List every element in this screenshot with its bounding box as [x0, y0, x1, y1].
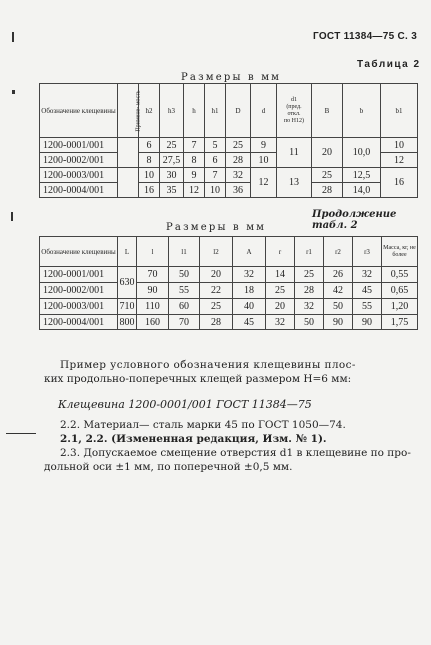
col-header: L [118, 237, 137, 267]
cell: 90 [324, 315, 353, 330]
cell: 28 [295, 283, 324, 299]
cell: 1200-0003/001 [40, 299, 118, 315]
paragraph-2-3-line-1: 2.3. Допускаемое смещение отверстия d1 в клещевине по про- [60, 447, 411, 459]
cell: 25 [160, 138, 184, 153]
cell: 32 [226, 168, 251, 183]
table-2-caption: Размеры в мм [181, 72, 282, 83]
cell [118, 138, 139, 168]
cell: 50 [295, 315, 324, 330]
cell: 35 [160, 183, 184, 198]
cell: 25 [295, 267, 324, 283]
cell: 25 [312, 168, 343, 183]
col-header: h2 [139, 84, 160, 138]
cell: 0,65 [382, 283, 418, 299]
margin-mark [12, 90, 15, 94]
paragraph-2-1-2-2: 2.1, 2.2. (Измененная редакция, Изм. № 1). [60, 433, 327, 445]
cell: 12 [184, 183, 205, 198]
cell: 70 [169, 315, 200, 330]
designation-example: Клещевина 1200-0001/001 ГОСТ 11384—75 [58, 398, 312, 411]
cell: 27,5 [160, 153, 184, 168]
cell: 10,0 [343, 138, 381, 168]
cell: 10 [251, 153, 277, 168]
cell: 10 [205, 183, 226, 198]
table-row [40, 168, 418, 183]
cell: 42 [324, 283, 353, 299]
cell: 12 [381, 153, 418, 168]
col-header: Обозначение клещевины [40, 84, 118, 138]
cell: 6 [139, 138, 160, 153]
table-row [40, 267, 418, 283]
cell: 5 [205, 138, 226, 153]
col-header: r3 [353, 237, 382, 267]
col-header: b [343, 84, 381, 138]
table-row [40, 183, 418, 198]
cell [118, 168, 139, 198]
cell: 14,0 [343, 183, 381, 198]
cell: 25 [266, 283, 295, 299]
col-header: l1 [169, 237, 200, 267]
cell: 1200-0003/001 [40, 168, 118, 183]
col-header: A [233, 237, 266, 267]
cell: 32 [233, 267, 266, 283]
cell: 1,20 [382, 299, 418, 315]
cell: 50 [324, 299, 353, 315]
col-header: B [312, 84, 343, 138]
col-header: l2 [200, 237, 233, 267]
cell: 9 [251, 138, 277, 153]
col-header: h3 [160, 84, 184, 138]
cell: 32 [295, 299, 324, 315]
cell: 10 [381, 138, 418, 153]
cell: 18 [233, 283, 266, 299]
cell: 1200-0001/001 [40, 138, 118, 153]
cell: 12,5 [343, 168, 381, 183]
table-2-label: Таблица 2 [357, 59, 421, 70]
cell: 25 [226, 138, 251, 153]
cell: 1200-0002/001 [40, 153, 118, 168]
paragraph-2-3-line-2: дольной оси ±1 мм, по поперечной ±0,5 мм. [44, 461, 293, 473]
cell: 1,75 [382, 315, 418, 330]
cell: 20 [200, 267, 233, 283]
col-header: D [226, 84, 251, 138]
cell: 36 [226, 183, 251, 198]
cell: 90 [353, 315, 382, 330]
cell: 28 [226, 153, 251, 168]
cell: 710 [118, 299, 137, 315]
col-header: h1 [205, 84, 226, 138]
col-header: Обозначение клещевины [40, 237, 118, 267]
table-2b-caption: Размеры в мм [166, 222, 267, 233]
table-2-continuation [39, 236, 418, 330]
cell: 7 [205, 168, 226, 183]
table-row [40, 315, 418, 330]
cell: 22 [200, 283, 233, 299]
table-row [40, 283, 418, 299]
col-header: Масса, кг, не более [382, 237, 418, 267]
cell: 8 [139, 153, 160, 168]
cell: 45 [353, 283, 382, 299]
cell: 9 [184, 168, 205, 183]
table-2 [39, 83, 418, 198]
cell: 12 [251, 168, 277, 198]
col-header: l [137, 237, 169, 267]
cell: 630 [118, 267, 137, 299]
col-header: d1 (пред. откл. по Н12) [277, 84, 312, 138]
cell: 55 [169, 283, 200, 299]
cell: 7 [184, 138, 205, 153]
col-header: h [184, 84, 205, 138]
cell: 0,55 [382, 267, 418, 283]
col-header: Примене- мость [118, 84, 139, 138]
cell: 40 [233, 299, 266, 315]
table-header-row [40, 237, 418, 267]
cell: 110 [137, 299, 169, 315]
cell: 1200-0002/001 [40, 283, 118, 299]
col-header: r [266, 237, 295, 267]
cell: 6 [205, 153, 226, 168]
cell: 50 [169, 267, 200, 283]
standard-header: ГОСТ 11384—75 С. 3 [313, 31, 418, 42]
cell: 70 [137, 267, 169, 283]
cell: 11 [277, 138, 312, 168]
cell: 14 [266, 267, 295, 283]
cell: 10 [139, 168, 160, 183]
cell: 20 [312, 138, 343, 168]
example-line-2: ких продольно-поперечных клещей размером H=6 мм: [44, 373, 352, 385]
table-row [40, 299, 418, 315]
cell: 1200-0004/001 [40, 183, 118, 198]
cell: 16 [381, 168, 418, 198]
margin-mark [11, 212, 13, 221]
cell: 26 [324, 267, 353, 283]
cell: 20 [266, 299, 295, 315]
cell: 8 [184, 153, 205, 168]
cell: 30 [160, 168, 184, 183]
cell: 90 [137, 283, 169, 299]
col-header: d [251, 84, 277, 138]
example-line-1: Пример условного обозначения клещевины плос- [60, 359, 356, 371]
table-header-row [40, 84, 418, 138]
cell: 800 [119, 316, 135, 328]
cell: 160 [137, 315, 169, 330]
continuation-label: Продолжение табл. 2 [312, 209, 397, 231]
cell: 1200-0004/001 [40, 315, 118, 330]
col-header: b1 [381, 84, 418, 138]
col-header: r1 [295, 237, 324, 267]
cell: 28 [200, 315, 233, 330]
cell: 25 [200, 299, 233, 315]
cell: 32 [353, 267, 382, 283]
margin-mark [6, 433, 36, 434]
cell: 1200-0001/001 [40, 267, 118, 283]
cell: 55 [353, 299, 382, 315]
col-header: r2 [324, 237, 353, 267]
cell: 45 [233, 315, 266, 330]
cell: 32 [266, 315, 295, 330]
paragraph-2-2: 2.2. Материал— сталь марки 45 по ГОСТ 1050—74. [60, 419, 346, 431]
table-row [40, 138, 418, 153]
cell: 16 [139, 183, 160, 198]
cell: 28 [312, 183, 343, 198]
cell: 60 [169, 299, 200, 315]
cell: 13 [277, 168, 312, 198]
margin-mark [12, 32, 14, 42]
